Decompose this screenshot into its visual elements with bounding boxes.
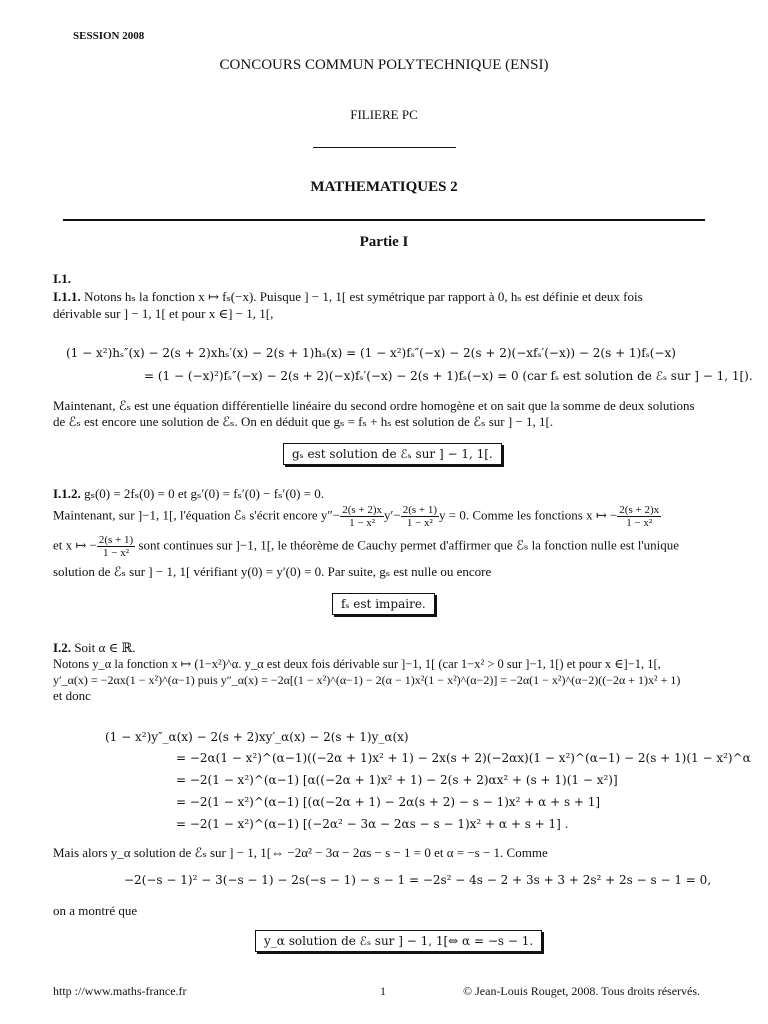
text-line: et donc	[53, 688, 91, 703]
fraction	[401, 504, 439, 529]
section-label-i12: I.1.2.	[53, 486, 81, 501]
subject-title: MATHEMATIQUES 2	[310, 179, 458, 195]
result-box: fₛ est impaire.	[332, 593, 435, 615]
text-fragment: sont continues sur ]−1, 1[, le théorème de Cauchy permet d'affirmer que ℰₛ la fonction nulle est l'unique	[138, 537, 680, 553]
text-fragment: Maintenant, sur ]−1, 1[, l'équation ℰₛ s'écrit encore y″−	[53, 507, 341, 523]
equation-line: = −2(1 − x²)^(α−1) [(−2α² − 3α − 2αs − s − 1)x² + α + s + 1] .	[176, 817, 569, 831]
session-label: SESSION 2008	[73, 30, 145, 42]
fraction-denominator: 1 − x²	[103, 547, 130, 559]
text-line: Maintenant, ℰₛ est une équation différentielle linéaire du second ordre homogène et on sait que la somme de deux solutions	[53, 398, 695, 413]
text-line: Mais alors y_α solution de ℰₛ sur ] − 1, 1[⇔ −2α² − 3α − 2αs − s − 1 = 0 et α = −s − 1. Comme	[53, 845, 548, 860]
section-label-i11: I.1.1.	[53, 289, 81, 304]
paragraph	[53, 289, 718, 305]
text-line: de ℰₛ est encore une solution de ℰₛ. On en déduit que gₛ = fₛ + hₛ est solution de ℰₛ sur ] − 1, 1[.	[53, 414, 554, 429]
equation-line: = −2α(1 − x²)^(α−1)((−2α + 1)x² + 1) − 2x(s + 2)(−2αx)(1 − x²)^(α−1) − 2(s + 1)(1 − x²)^α	[176, 751, 751, 765]
equation-line: = −2(1 − x²)^(α−1) [α((−2α + 1)x² + 1) − 2(s + 2)αx² + (s + 1)(1 − x²)]	[176, 773, 618, 787]
header-rule	[63, 219, 705, 221]
section-label-i1: I.1.	[53, 271, 72, 286]
equation-line: (1 − x²)y″_α(x) − 2(s + 2)xy′_α(x) − 2(s + 1)y_α(x)	[105, 730, 409, 744]
text-line: Notons hₛ la fonction x ↦ fₛ(−x). Puisque ] − 1, 1[ est symétrique par rapport à 0, hₛ est définie et deux fois	[84, 289, 643, 304]
fraction-numerator: 2(s + 1)	[98, 534, 134, 546]
fraction-denominator: 1 − x²	[626, 517, 653, 529]
text-line-with-fractions	[53, 504, 661, 529]
text-line-with-fractions	[53, 534, 679, 559]
fraction-numerator: 2(s + 2)x	[342, 504, 382, 516]
equation-line: −2(−s − 1)² − 3(−s − 1) − 2s(−s − 1) − s − 1 = −2s² − 4s − 2 + 3s + 3 + 2s² + 2s − s − 1 = 0,	[124, 873, 712, 887]
text-line: Notons y_α la fonction x ↦ (1−x²)^α. y_α est deux fois dérivable sur ]−1, 1[ (car 1−x² > 0 sur ]−1, 1[) et pour x ∈]−1, 1[,	[53, 657, 661, 671]
result-box: gₛ est solution de ℰₛ sur ] − 1, 1[.	[283, 443, 502, 465]
text-line: on a montré que	[53, 903, 138, 918]
text-fragment: et x ↦ −	[53, 537, 97, 553]
fraction	[340, 504, 384, 529]
section-label-i2: I.2.	[53, 640, 72, 655]
part-title: Partie I	[359, 234, 409, 250]
text-line: y′_α(x) = −2αx(1 − x²)^(α−1) puis y″_α(x) = −2α[(1 − x²)^(α−1) − 2(α − 1)x²(1 − x²)^(α−2)] = −2α(1 − x²)^(α−2)((−2α + 1)x² + 1)	[53, 673, 681, 687]
fraction-numerator: 2(s + 2)x	[619, 504, 660, 516]
text-line: gₛ(0) = 2fₛ(0) = 0 et gₛ′(0) = fₛ′(0) − fₛ′(0) = 0.	[84, 486, 325, 501]
text-fragment: y = 0. Comme les fonctions x ↦ −	[439, 507, 618, 523]
text-line: solution de ℰₛ sur ] − 1, 1[ vérifiant y(0) = y′(0) = 0. Par suite, gₛ est nulle ou encore	[53, 564, 492, 579]
text-line: dérivable sur ] − 1, 1[ et pour x ∈] − 1, 1[,	[53, 306, 274, 321]
fraction	[617, 504, 661, 529]
contest-title: CONCOURS COMMUN POLYTECHNIQUE (ENSI)	[219, 57, 549, 73]
paragraph	[53, 640, 136, 656]
text-line: Soit α ∈ ℝ.	[74, 640, 136, 655]
footer-copyright: © Jean-Louis Rouget, 2008. Tous droits réservés.	[463, 984, 701, 998]
footer-link[interactable]: http ://www.maths-france.fr	[53, 984, 187, 998]
fraction	[97, 534, 135, 559]
paragraph	[53, 486, 324, 502]
track-title: FILIERE PC	[350, 107, 418, 122]
equation-line: = (1 − (−x)²)fₛ″(−x) − 2(s + 2)(−x)fₛ′(−x) − 2(s + 1)fₛ(−x) = 0 (car fₛ est solution de ℰₛ sur ] − 1, 1[).	[144, 369, 753, 383]
result-box: y_α solution de ℰₛ sur ] − 1, 1[⇔ α = −s − 1.	[255, 930, 542, 952]
fraction-denominator: 1 − x²	[349, 517, 376, 529]
equation-line: = −2(1 − x²)^(α−1) [(α(−2α + 1) − 2α(s + 2) − s − 1)x² + α + s + 1]	[176, 795, 601, 809]
short-rule	[313, 147, 456, 148]
text-fragment: y′−	[384, 507, 401, 523]
page-number: 1	[380, 984, 386, 998]
fraction-denominator: 1 − x²	[406, 517, 433, 529]
equation-line: (1 − x²)hₛ″(x) − 2(s + 2)xhₛ′(x) − 2(s + 1)hₛ(x) = (1 − x²)fₛ″(−x) − 2(s + 2)(−xfₛ′(−x)) − 2(s + 1)fₛ(−x)	[66, 346, 676, 360]
fraction-numerator: 2(s + 1)	[402, 504, 437, 516]
